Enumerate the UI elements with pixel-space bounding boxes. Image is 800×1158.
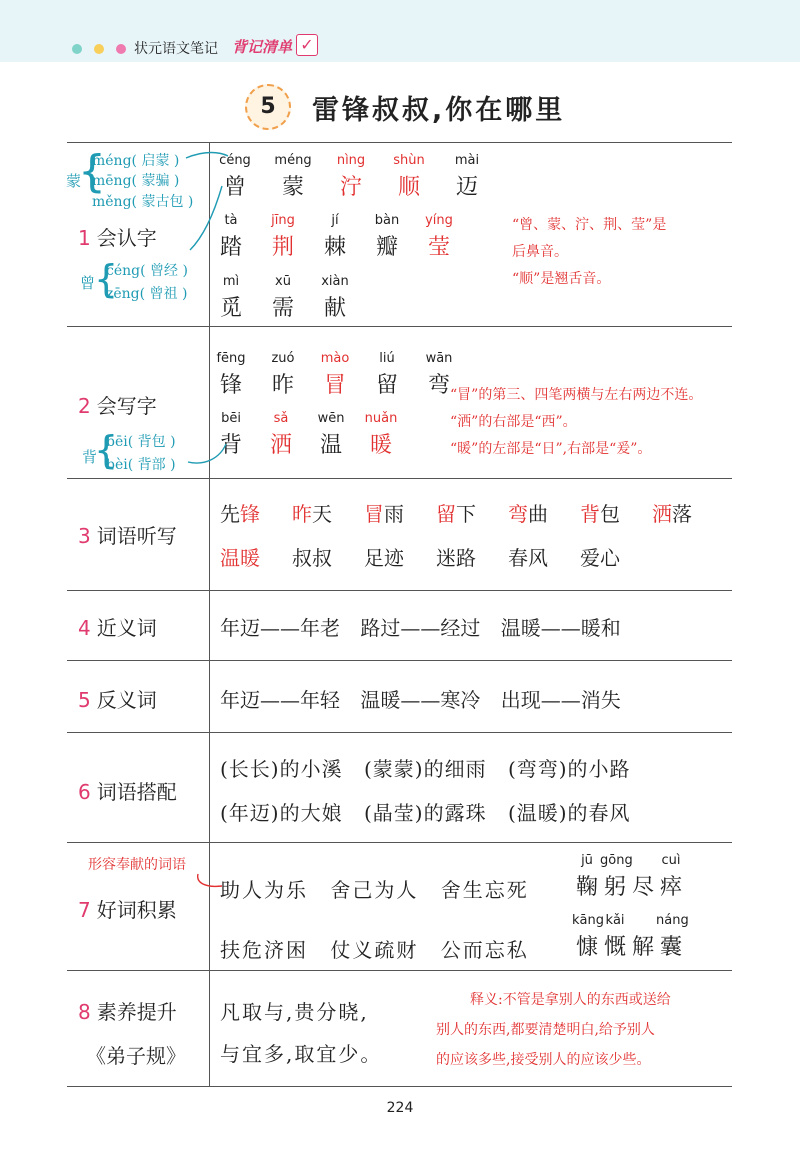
section-label: 2 会写字 — [78, 394, 157, 418]
char-with-pinyin — [628, 852, 658, 901]
synonym-row — [220, 612, 635, 641]
collocation-item: (晶莹)的露珠 — [363, 801, 487, 825]
idiom: 扶危济困 — [220, 938, 308, 962]
hanzi: 踏 — [219, 235, 242, 260]
section-label: 5 反义词 — [78, 688, 157, 712]
lesson-number: 5 — [245, 84, 291, 130]
pinyin: wēn — [317, 411, 345, 426]
brand-name: 状元语文笔记 — [134, 41, 218, 57]
pinyin: mì — [222, 274, 240, 289]
pinyin: wān — [425, 351, 453, 366]
hanzi: 温 — [319, 433, 342, 458]
brace-icon: { — [94, 428, 119, 472]
section-label: 8 素养提升 — [78, 1000, 177, 1024]
hanzi: 洒 — [269, 433, 292, 458]
char-with-pinyin — [628, 912, 658, 961]
good-words-row — [220, 874, 543, 903]
synonym-pair: 温暖——暖和 — [500, 616, 621, 640]
pinyin: tà — [224, 213, 238, 228]
checkmark-icon: ✓ — [296, 34, 318, 56]
hanzi: 莹 — [427, 235, 450, 260]
dictation-word: 叔叔 — [292, 546, 332, 570]
hanzi: 慷 — [575, 935, 598, 960]
dictation-word: 迷路 — [436, 546, 476, 570]
dictation-word: 春风 — [508, 546, 548, 570]
hanzi: 暖 — [369, 433, 392, 458]
pinyin — [628, 912, 658, 930]
hanzi: 背 — [219, 433, 242, 458]
hanzi: 迈 — [455, 175, 478, 200]
collocation-row — [220, 797, 645, 826]
pinyin: kāng — [572, 913, 604, 928]
char-with-pinyin — [600, 912, 630, 961]
collocation-item: (长长)的小溪 — [220, 757, 343, 781]
pinyin: mài — [454, 153, 480, 168]
pinyin: jīng — [271, 213, 295, 228]
dictation-word: 冒雨 — [364, 502, 404, 526]
dictation-word: 背包 — [580, 502, 620, 526]
polyphone-char: 曾 — [80, 274, 96, 292]
page-number: 224 — [386, 1100, 414, 1116]
polyphone-reading: bèi( 背部 ) — [106, 457, 176, 473]
dictation-word: 留下 — [436, 502, 476, 526]
pinyin: gōng — [600, 853, 633, 868]
idiom: 舍己为人 — [330, 878, 419, 902]
good-words-annotation: 形容奉献的词语 — [88, 857, 186, 873]
dictation-word: 爱心 — [580, 546, 620, 570]
pinyin: nìng — [336, 153, 366, 168]
pinyin: nuǎn — [364, 411, 398, 426]
pinyin: jí — [331, 213, 339, 228]
pinyin: liú — [379, 351, 395, 366]
pinyin: méng — [274, 153, 312, 168]
good-words-row — [220, 934, 543, 963]
pinyin — [628, 852, 658, 870]
pinyin: jū — [581, 853, 593, 868]
hanzi: 慨 — [603, 935, 626, 960]
pinyin: fēng — [216, 351, 246, 366]
verse-line: 与宜多,取宜少。 — [220, 1042, 383, 1066]
dictation-word: 洒落 — [652, 502, 692, 526]
pinyin: céng — [219, 153, 251, 168]
hanzi: 泞 — [339, 175, 362, 200]
polyphone-reading: méng( 启蒙 ) — [92, 153, 180, 169]
dictation-word: 足迹 — [364, 546, 404, 570]
idiom: 助人为乐 — [220, 878, 308, 902]
char-with-pinyin — [656, 852, 686, 901]
dictation-word: 昨天 — [292, 502, 332, 526]
section-label: 6 词语搭配 — [78, 780, 177, 804]
hanzi: 囊 — [659, 935, 682, 960]
antonym-pair: 温暖——寒冷 — [360, 688, 481, 712]
section-label: 3 词语听写 — [78, 524, 177, 548]
hanzi: 冒 — [323, 373, 346, 398]
hanzi: 瘁 — [659, 875, 682, 900]
dictation-word: 温暖 — [220, 546, 260, 570]
collocation-item: (年迈)的大娘 — [220, 801, 343, 825]
collocation-row — [220, 753, 645, 782]
hanzi: 献 — [323, 296, 346, 321]
verse-line: 凡取与,贵分晓, — [220, 1000, 369, 1024]
hanzi: 解 — [631, 935, 654, 960]
hanzi: 觅 — [219, 296, 242, 321]
hanzi: 棘 — [323, 235, 346, 260]
hanzi: 锋 — [219, 373, 242, 398]
recognize-note: “曾、蒙、泞、荆、莹”是 后鼻音。 “顺”是翘舌音。 — [512, 217, 667, 287]
char-with-pinyin — [600, 852, 633, 901]
char-with-pinyin — [572, 912, 602, 961]
section-label: 7 好词积累 — [78, 898, 177, 922]
idiom: 舍生忘死 — [440, 878, 529, 902]
hanzi: 尽 — [631, 875, 654, 900]
synonym-pair: 年迈——年老 — [220, 616, 340, 640]
pinyin: náng — [656, 913, 689, 928]
idiom: 仗义疏财 — [330, 938, 419, 962]
polyphone-reading: zēng( 曾祖 ) — [106, 286, 188, 302]
header-tag: 背记清单 — [232, 38, 293, 56]
polyphone-reading: mēng( 蒙骗 ) — [92, 173, 180, 189]
dictation-word: 先锋 — [220, 502, 260, 526]
polyphone-reading: bēi( 背包 ) — [106, 434, 176, 450]
antonym-pair: 出现——消失 — [500, 688, 621, 712]
verse-explanation: 释义:不管是拿别人的东西或送给 别人的东西,都要清楚明白,给予别人 的应该多些,接受别人的应该少些。 — [436, 992, 671, 1068]
pinyin: xiàn — [321, 274, 349, 289]
hanzi: 躬 — [603, 875, 626, 900]
char-with-pinyin — [656, 912, 689, 961]
pinyin: shùn — [393, 153, 425, 168]
antonym-row — [220, 684, 635, 713]
pinyin: cuì — [661, 853, 681, 868]
hanzi: 蒙 — [281, 175, 304, 200]
brace-icon: { — [78, 146, 106, 197]
book-title: 《弟子规》 — [86, 1044, 186, 1068]
pinyin: kǎi — [605, 913, 625, 928]
char-with-pinyin — [572, 852, 602, 901]
write-note: “冒”的第三、四笔两横与左右两边不连。 “洒”的右部是“西”。 “暖”的左部是“日”,右部是“爰”。 — [450, 387, 703, 457]
polyphone-reading: měng( 蒙古包 ) — [92, 194, 194, 210]
hanzi: 顺 — [397, 175, 420, 200]
pinyin: yíng — [425, 213, 453, 228]
polyphone-char: 蒙 — [66, 172, 82, 190]
collocation-item: (蒙蒙)的细雨 — [363, 757, 487, 781]
idiom: 公而忘私 — [440, 938, 529, 962]
hanzi: 留 — [375, 373, 398, 398]
hanzi: 曾 — [223, 175, 246, 200]
hanzi: 瓣 — [375, 235, 398, 260]
polyphone-reading: céng( 曾经 ) — [106, 263, 188, 279]
pinyin: mào — [320, 351, 350, 366]
pinyin: sǎ — [273, 411, 289, 426]
hanzi: 荆 — [271, 235, 294, 260]
dictation-word: 弯曲 — [508, 502, 548, 526]
page-title: 雷锋叔叔,你在哪里 — [312, 95, 566, 126]
section-label: 4 近义词 — [78, 616, 157, 640]
brace-icon: { — [94, 257, 119, 301]
polyphone-char: 背 — [82, 448, 98, 466]
hanzi: 鞠 — [575, 875, 598, 900]
pinyin: zuó — [271, 351, 295, 366]
synonym-pair: 路过——经过 — [360, 616, 481, 640]
hanzi: 弯 — [427, 373, 450, 398]
hanzi: 昨 — [271, 373, 294, 398]
pinyin: xū — [275, 274, 291, 289]
antonym-pair: 年迈——年轻 — [220, 688, 340, 712]
pinyin: bēi — [221, 411, 241, 426]
section-label: 1 会认字 — [78, 226, 157, 250]
collocation-item: (弯弯)的小路 — [507, 757, 631, 781]
hanzi: 需 — [271, 296, 294, 321]
pinyin: bàn — [374, 213, 400, 228]
collocation-item: (温暖)的春风 — [507, 801, 631, 825]
